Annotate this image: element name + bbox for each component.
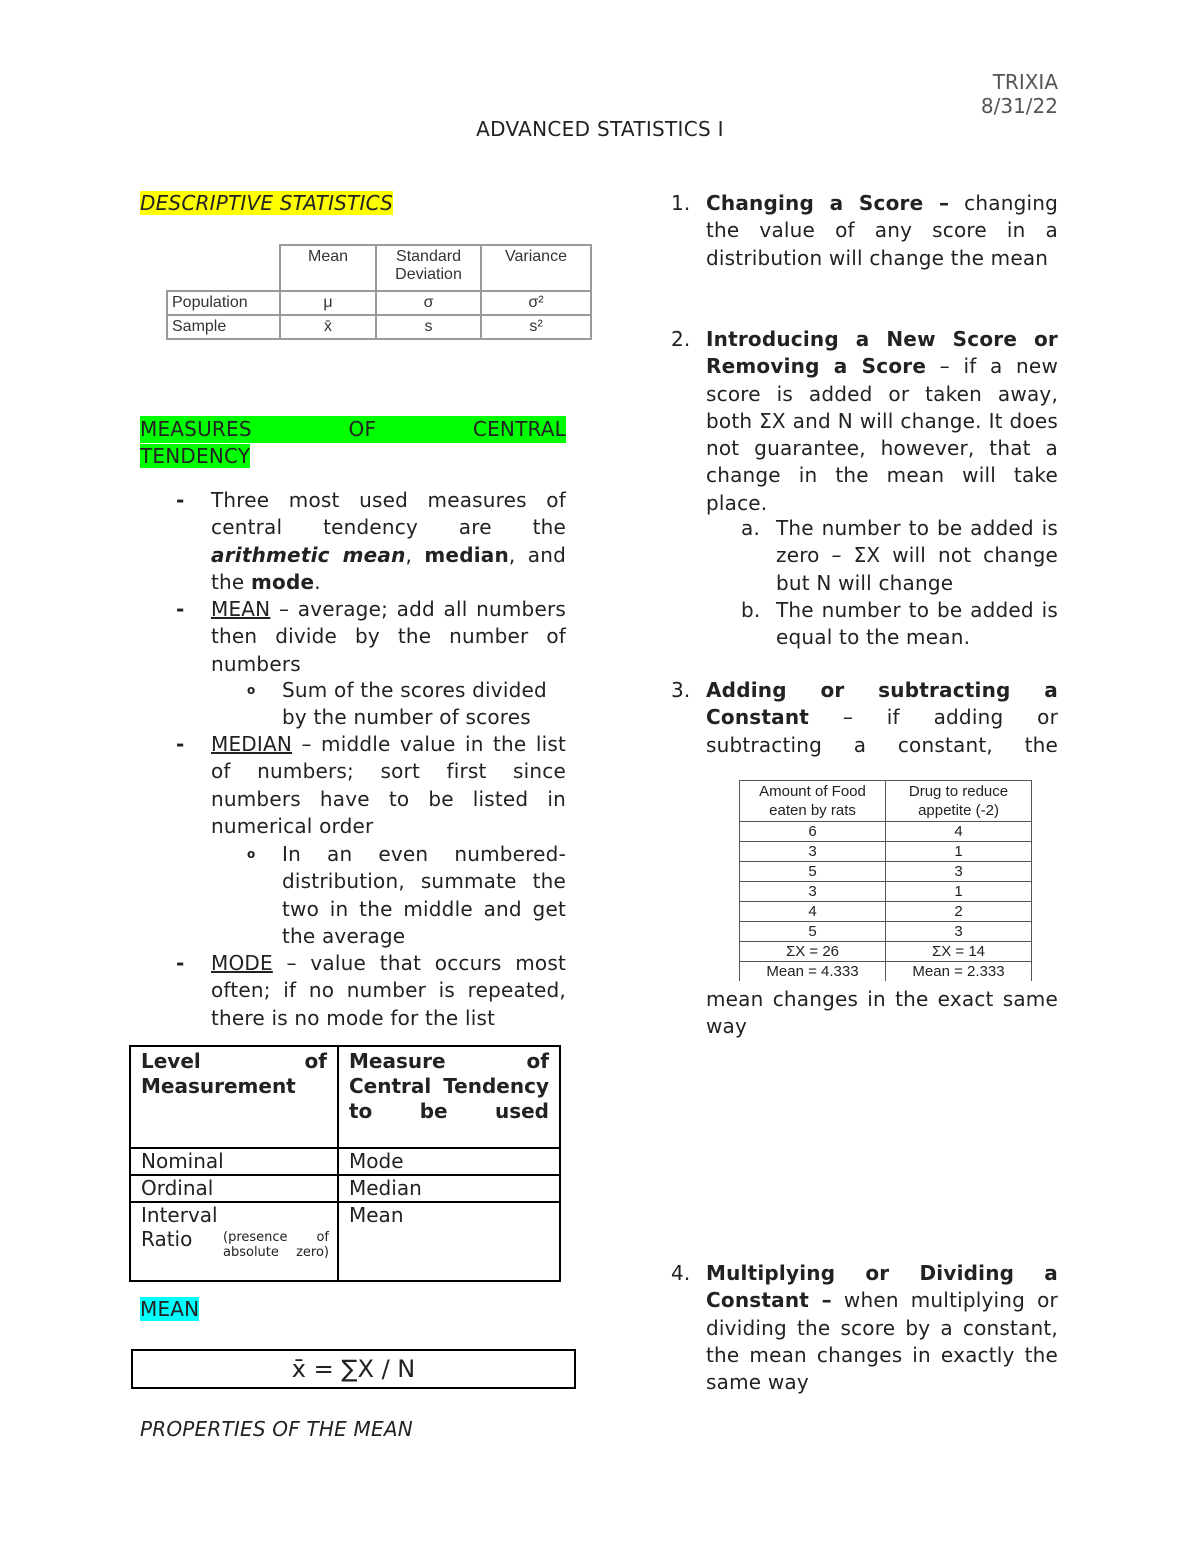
sub-item-letter: b. [741,598,761,622]
bullet-median: MEDIAN – middle value in the list of numbers; sort first since numbers have to be listed in numerical order [211,732,566,838]
table-row [167,245,591,291]
table-cell: 5 [740,862,886,882]
table-cell: ΣX = 26 [740,942,886,962]
table-cell: Mean [338,1202,560,1281]
item-number: 2. [671,327,691,351]
table-cell: Population [167,291,280,315]
table-cell: 3 [886,922,1032,942]
table-cell: s² [481,315,591,339]
table-cell: x̄ [280,315,376,339]
table-row [167,291,591,315]
item-number: 4. [671,1261,691,1285]
item-adding-constant-continued: mean changes in the exact same way [706,987,1058,1039]
table-cell: 6 [740,822,886,842]
sub-bullet-median: In an even numbered-distribution, summate the two in the middle and get the average [282,842,566,948]
table-cell: Mean [280,245,376,291]
bullet-dash: - [176,597,185,621]
table-row [130,1046,560,1148]
properties-heading: PROPERTIES OF THE MEAN [140,1417,413,1441]
table-row [740,902,1032,922]
table-row [167,315,591,339]
table-cell: Sample [167,315,280,339]
table-cell: 4 [740,902,886,922]
table-cell: σ [376,291,481,315]
table-row [740,882,1032,902]
table-cell: 5 [740,922,886,942]
bullet-three-measures: Three most used measures of central tendency are the arithmetic mean, median, and the mode. [211,488,566,594]
table-cell: Variance [481,245,591,291]
table-cell [130,1202,338,1281]
table-header: Amount of Food eaten by rats [740,781,886,822]
table-cell: Mean = 2.333 [886,962,1032,982]
table-cell: Mean = 4.333 [740,962,886,982]
interval-label: Interval [141,1203,218,1227]
food-drug-table [739,780,1033,981]
table-cell: μ [280,291,376,315]
bullet-dash: - [176,732,185,756]
table-cell: 3 [886,862,1032,882]
table-header-level: Level of Measurement [130,1046,338,1148]
table-cell: Ordinal [130,1175,338,1202]
item-new-score: Introducing a New Score or Removing a Score – if a new score is added or taken away, both ΣX and N will change. It does not guarantee, however, that a change in the mean will take place. [706,327,1058,515]
table-cell: 1 [886,842,1032,862]
central-heading-line1: MEASURES OF CENTRAL [140,416,566,443]
sub-bullet-marker: o [247,847,256,861]
table-cell: 2 [886,902,1032,922]
table-header: Drug to reduce appetite (-2) [886,781,1032,822]
descriptive-heading-text: DESCRIPTIVE STATISTICS [140,191,394,215]
table-row [740,781,1032,822]
bullet-dash: - [176,488,185,512]
table-row [740,922,1032,942]
level-of-measurement-table [129,1045,561,1282]
table-row [130,1202,560,1281]
sub-item-mean: The number to be added is equal to the mean. [776,598,1058,650]
table-header-measure: Measure of Central Tendency to be used [338,1046,560,1148]
author-name: TRIXIA [992,70,1058,94]
bullet-mode: MODE – value that occurs most often; if no number is repeated, there is no mode for the list [211,951,566,1030]
item-changing-score: Changing a Score – changing the value of any score in a distribution will change the mean [706,191,1058,270]
statistics-symbols-table [166,244,593,354]
table-cell: 3 [740,842,886,862]
table-cell: Mode [338,1148,560,1175]
table-row [130,1148,560,1175]
item-number: 1. [671,191,691,215]
table-cell: Standard Deviation [376,245,481,291]
table-row [740,862,1032,882]
mean-heading-text: MEAN [140,1297,200,1321]
central-heading-line2: TENDENCY [140,444,251,469]
bullet-mean: MEAN – average; add all numbers then divide by the number of numbers [211,597,566,676]
sub-item-zero: The number to be added is zero – ΣX will not change but N will change [776,516,1058,595]
descriptive-statistics-heading [140,190,393,217]
mean-heading [140,1296,199,1323]
table-cell: s [376,315,481,339]
central-tendency-heading [140,416,566,471]
table-cell: 1 [886,882,1032,902]
bullet-dash: - [176,951,185,975]
table-cell: σ² [481,291,591,315]
table-row [740,942,1032,962]
table-cell: 4 [886,822,1032,842]
sub-bullet-marker: o [247,683,256,697]
table-cell: Nominal [130,1148,338,1175]
table-row [740,822,1032,842]
sub-item-letter: a. [741,516,761,540]
document-date: 8/31/22 [980,94,1058,118]
item-multiplying-constant: Multiplying or Dividing a Constant – when multiplying or dividing the score by a constant, the mean changes in exactly the same way [706,1261,1058,1395]
table-cell [167,245,280,291]
table-cell: 3 [740,882,886,902]
sub-bullet-mean: Sum of the scores divided by the number of scores [282,678,547,730]
mean-formula: x̄ = ∑X / N [131,1349,576,1389]
table-row [740,842,1032,862]
page-title: ADVANCED STATISTICS I [476,117,724,141]
table-cell: Median [338,1175,560,1202]
ratio-label: Ratio [141,1227,193,1251]
item-adding-constant: Adding or subtracting a Constant – if adding or subtracting a constant, the [706,678,1058,757]
table-row [740,962,1032,982]
table-row [130,1175,560,1202]
ratio-note: (presence of absolute zero) [223,1230,329,1260]
item-number: 3. [671,678,691,702]
table-cell: ΣX = 14 [886,942,1032,962]
